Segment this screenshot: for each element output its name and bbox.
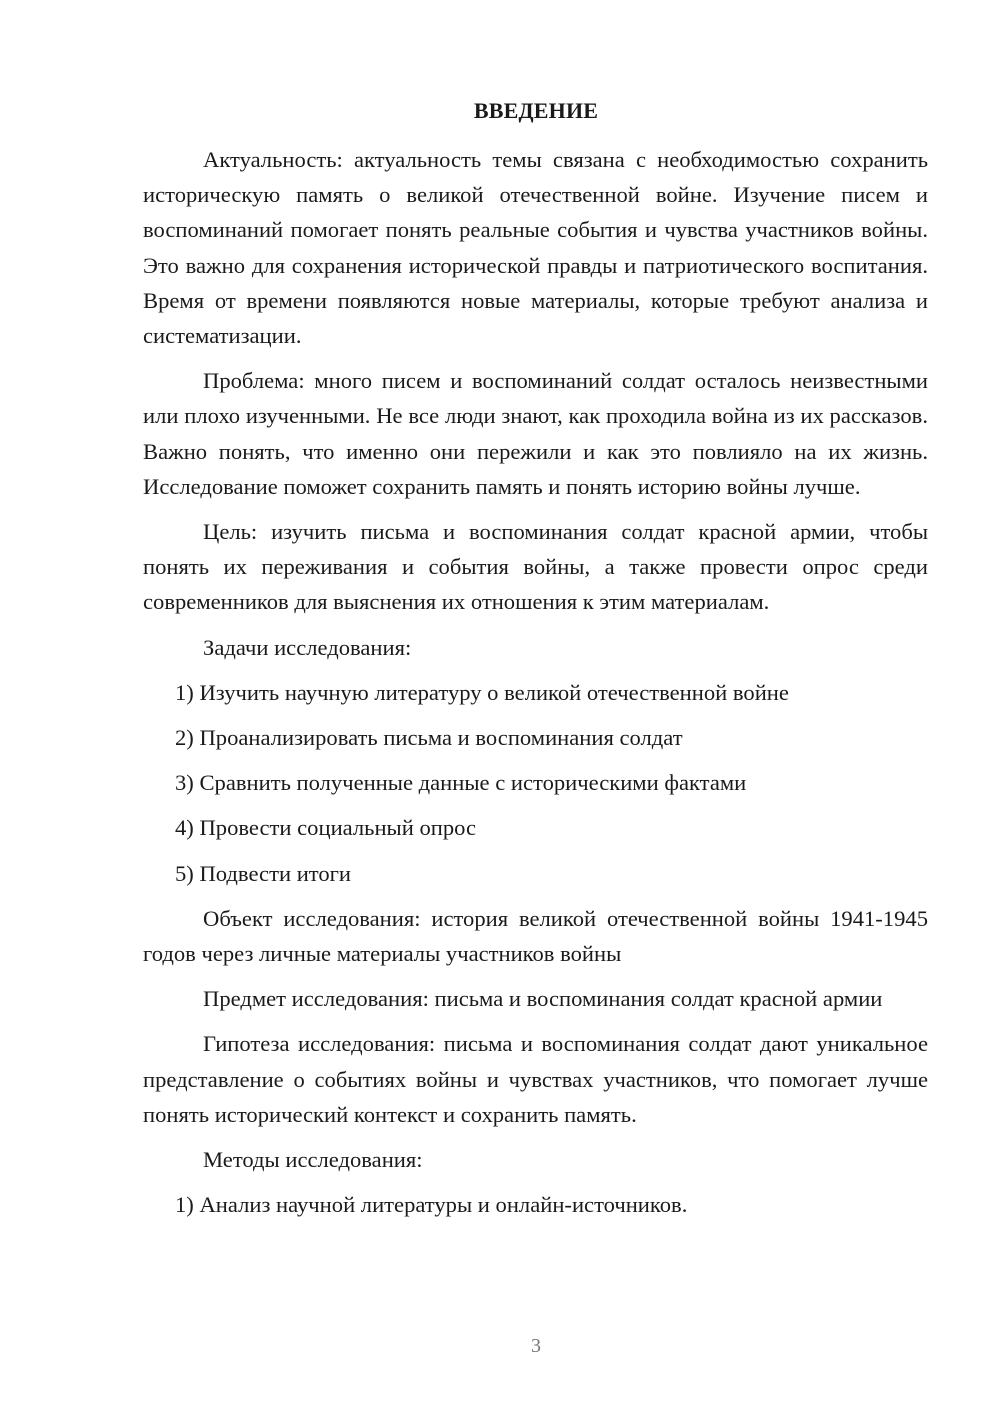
goal-paragraph: Цель: изучить письма и воспоминания солдат красной армии, чтобы понять их переживания и события войны, а также провести опрос среди современников для выяснения их отношения к этим материалам.	[143, 519, 928, 615]
method-item: 1) Анализ научной литературы и онлайн-источников.	[175, 1192, 688, 1218]
relevance-paragraph: Актуальность: актуальность темы связана с необходимостью сохранить историческую память о великой отечественной войне. Изучение писем и воспоминаний помогает понять реальные события и чувства участников войны. Это важно для сохранения исторической правды и патриотического воспитания. Время от времени появляются новые материалы, которые требуют анализа и систематизации.	[143, 147, 928, 349]
methods-title: Методы исследования:	[203, 1147, 423, 1173]
task-item: 2) Проанализировать письма и воспоминания солдат	[175, 725, 683, 751]
task-item: 4) Провести социальный опрос	[175, 815, 477, 841]
page-heading: ВВЕДЕНИЕ	[473, 98, 599, 123]
task-item: 1) Изучить научную литературу о великой отечественной войне	[175, 679, 789, 705]
hypothesis-paragraph: Гипотеза исследования: письма и воспоминания солдат дают уникальное представление о событиях войны и чувствах участников, что помогает лучше понять исторический контекст и сохранить память.	[143, 1031, 928, 1127]
tasks-title: Задачи исследования:	[203, 634, 412, 660]
subject-paragraph: Предмет исследования: письма и воспоминания солдат красной армии	[203, 986, 883, 1012]
document-body	[143, 142, 928, 1232]
object-paragraph: Объект исследования: история великой отечественной войны 1941-1945 годов через личные материалы участников войны	[143, 905, 928, 967]
task-item: 5) Подвести итоги	[175, 860, 352, 886]
task-item: 3) Сравнить полученные данные с историческими фактами	[175, 770, 747, 796]
problem-paragraph: Проблема: много писем и воспоминаний солдат осталось неизвестными или плохо изученными. Не все люди знают, как проходила война из их рассказов. Важно понять, что именно они пережили и как это повлияло на их жизнь. Исследование поможет сохранить память и понять историю войны лучше.	[143, 368, 928, 499]
page-number: 3	[531, 1335, 541, 1357]
